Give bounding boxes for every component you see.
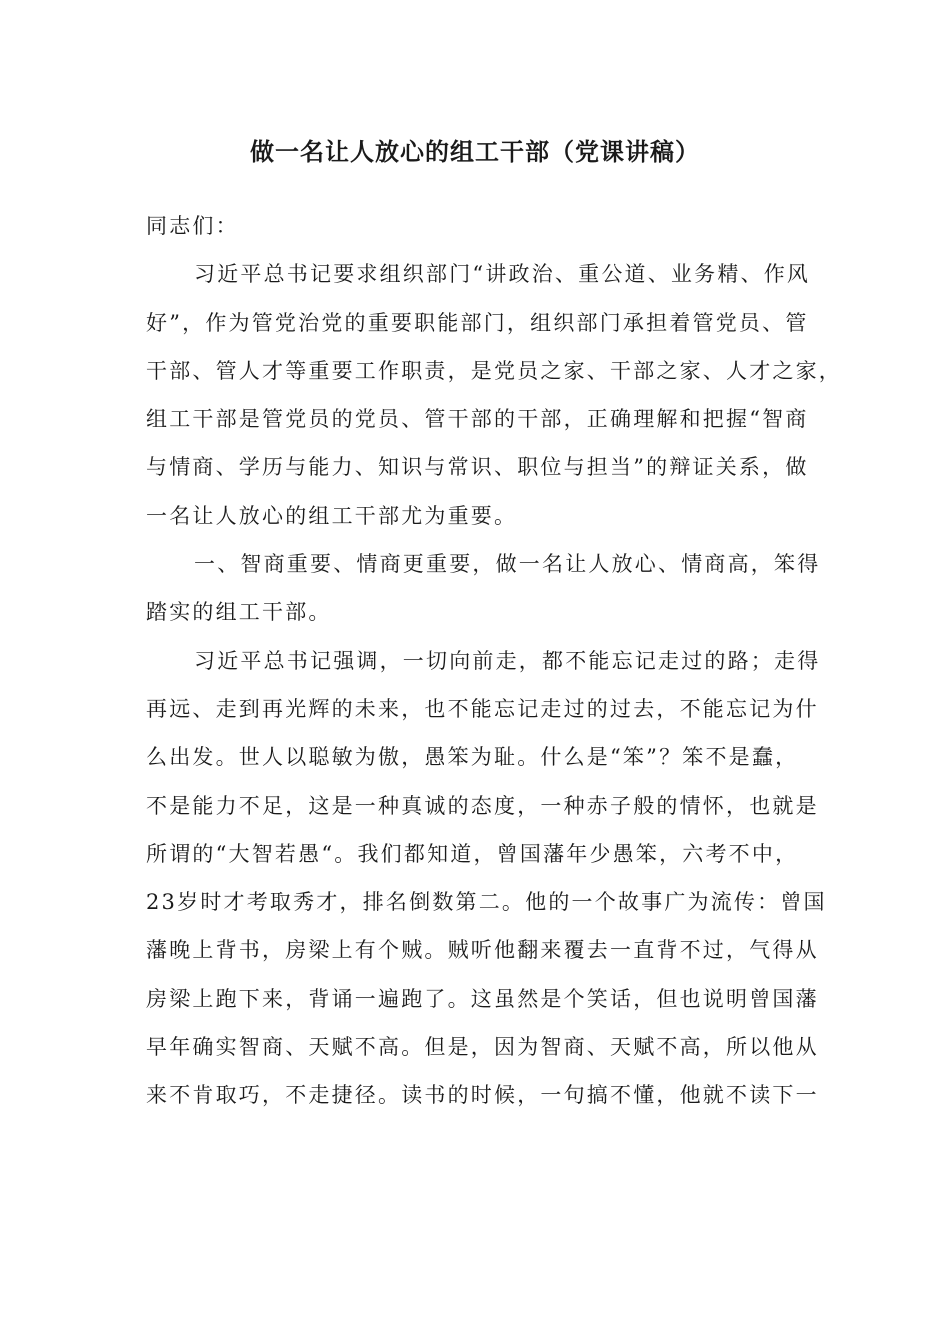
body-line: 所谓的“大智若愚“。我们都知道，曾国藩年少愚笨，六考不中， (146, 841, 799, 866)
body-line: 早年确实智商、天赋不高。但是，因为智商、天赋不高，所以他从 (146, 1035, 819, 1060)
body-line: 再远、走到再光辉的未来，也不能忘记走过的过去，不能忘记为什 (146, 696, 819, 721)
body-line: 同志们： (146, 214, 239, 238)
body-line: 与情商、学历与能力、知识与常识、职位与担当”的辩证关系，做 (146, 455, 809, 480)
body-line: 不是能力不足，这是一种真诚的态度，一种赤子般的情怀，也就是 (146, 793, 819, 818)
body-line: 组工干部是管党员的党员、管干部的干部，正确理解和把握“智商 (146, 407, 809, 432)
body-line: 干部、管人才等重要工作职责，是党员之家、干部之家、人才之家， (146, 358, 842, 383)
body-line: 踏实的组工干部。 (146, 600, 332, 625)
body-line: 么出发。世人以聪敏为傲，愚笨为耻。什么是“笨”？笨不是蠢， (146, 745, 799, 770)
body-line: 藩晚上背书，房梁上有个贼。贼听他翻来覆去一直背不过，气得从 (146, 938, 819, 963)
body-line: 23岁时才考取秀才，排名倒数第二。他的一个故事广为流传：曾国 (146, 890, 827, 915)
body-line: 习近平总书记要求组织部门“讲政治、重公道、业务精、作风 (194, 262, 811, 287)
document-body (146, 202, 842, 1120)
body-line: 来不肯取巧，不走捷径。读书的时候，一句搞不懂，他就不读下一 (146, 1083, 819, 1108)
body-line: 习近平总书记强调，一切向前走，都不能忘记走过的路；走得 (194, 648, 821, 673)
body-line: 好”，作为管党治党的重要职能部门，组织部门承担着管党员、管 (146, 310, 809, 335)
document-title: 做一名让人放心的组工干部（党课讲稿） (250, 137, 700, 166)
body-line: 一名让人放心的组工干部尤为重要。 (146, 503, 518, 528)
body-line: 房梁上跑下来，背诵一遍跑了。这虽然是个笑话，但也说明曾国藩 (146, 986, 819, 1011)
body-line: 一、智商重要、情商更重要，做一名让人放心、情商高，笨得 (194, 552, 821, 577)
